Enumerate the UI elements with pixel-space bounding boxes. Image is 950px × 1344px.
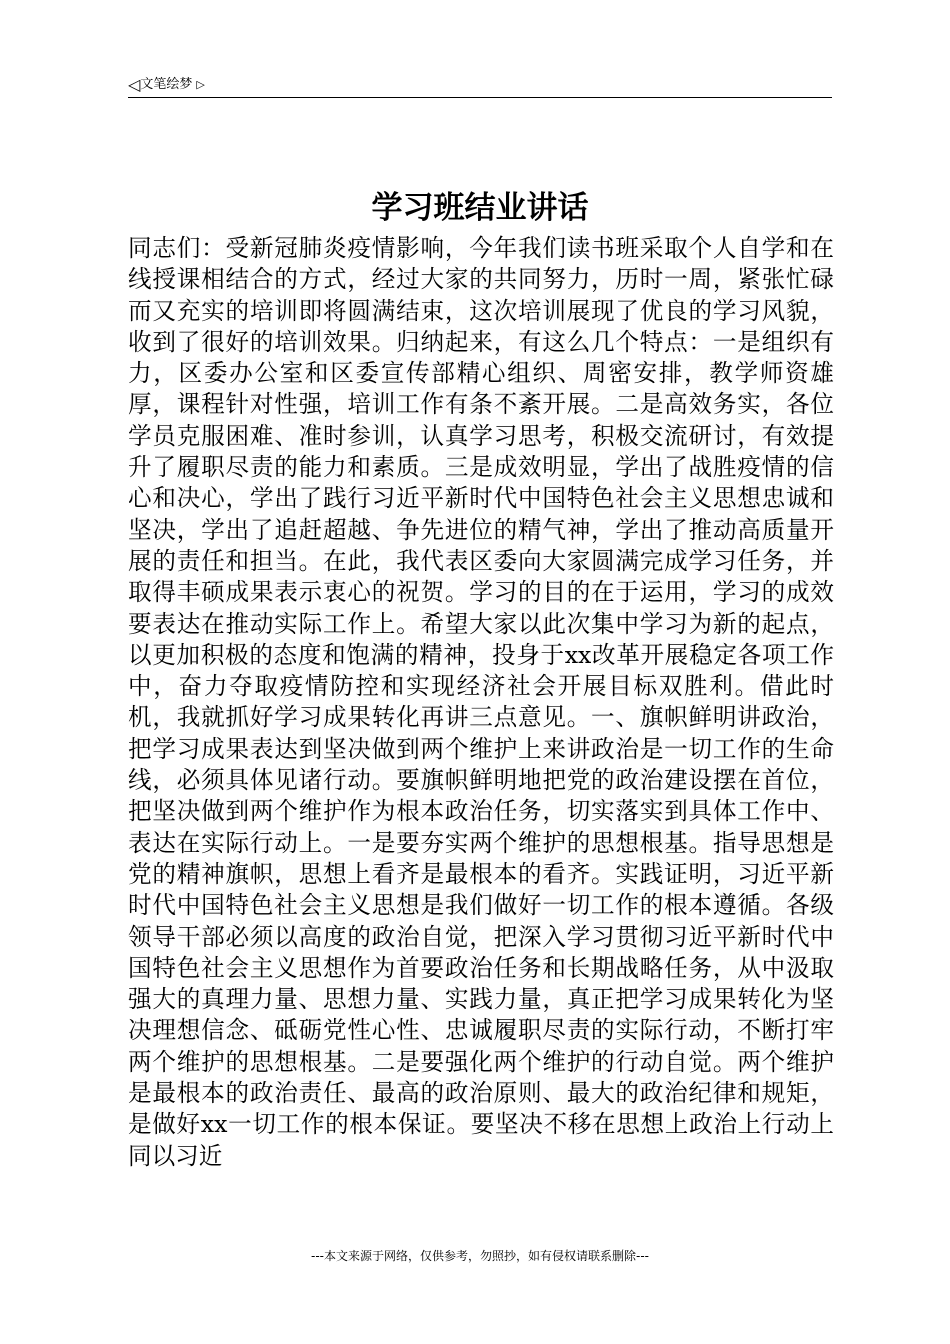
page-header	[128, 74, 832, 96]
document-body: 同志们：受新冠肺炎疫情影响，今年我们读书班采取个人自学和在线授课相结合的方式，经过大家的共同努力，历时一周，紧张忙碌而又充实的培训即将圆满结束，这次培训展现了优良的学习风貌，收到了很好的培训效果。归纳起来，有这么几个特点：一是组织有力，区委办公室和区委宣传部精心组织、周密安排，教学师资雄厚，课程针对性强，培训工作有条不紊开展。二是高效务实，各位学员克服困难、准时参训，认真学习思考，积极交流研讨，有效提升了履职尽责的能力和素质。三是成效明显，学出了战胜疫情的信心和决心，学出了践行习近平新时代中国特色社会主义思想忠诚和坚决，学出了追赶超越、争先进位的精气神，学出了推动高质量开展的责任和担当。在此，我代表区委向大家圆满完成学习任务，并取得丰硕成果表示衷心的祝贺。学习的目的在于运用，学习的成效要表达在推动实际工作上。希望大家以此次集中学习为新的起点，以更加积极的态度和饱满的精神，投身于xx改革开展稳定各项工作中，奋力夺取疫情防控和实现经济社会开展目标双胜利。借此时机，我就抓好学习成果转化再讲三点意见。一、旗帜鲜明讲政治，把学习成果表达到坚决做到两个维护上来讲政治是一切工作的生命线，必须具体见诸行动。要旗帜鲜明地把党的政治建设摆在首位，把坚决做到两个维护作为根本政治任务，切实落实到具体工作中、表达在实际行动上。一是要夯实两个维护的思想根基。指导思想是党的精神旗帜，思想上看齐是最根本的看齐。实践证明，习近平新时代中国特色社会主义思想是我们做好一切工作的根本遵循。各级领导干部必须以高度的政治自觉，把深入学习贯彻习近平新时代中国特色社会主义思想作为首要政治任务和长期战略任务，从中汲取强大的真理力量、思想力量、实践力量，真正把学习成果转化为坚决理想信念、砥砺党性心性、忠诚履职尽责的实际行动，不断打牢两个维护的思想根基。二是要强化两个维护的行动自觉。两个维护是最根本的政治责任、最高的政治原则、最大的政治纪律和规矩，是做好xx一切工作的根本保证。要坚决不移在思想上政治上行动上同以习近	[128, 234, 834, 1170]
header-brand: 文笔绘梦	[140, 77, 193, 92]
right-triangle-icon: ▷	[196, 78, 205, 91]
left-triangle-icon: ◁	[128, 75, 141, 94]
document-title: 学习班结业讲话	[371, 190, 589, 226]
footer-notice: ---本文来源于网络，仅供参考，勿照抄，如有侵权请联系删除---	[311, 1249, 649, 1263]
header-divider	[128, 97, 832, 98]
